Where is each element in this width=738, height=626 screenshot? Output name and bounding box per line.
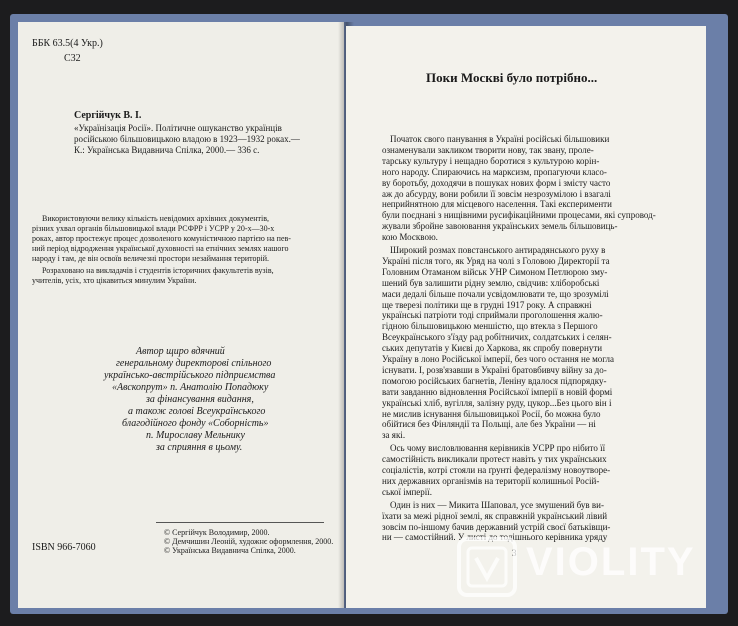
body-line: Ось чому висловлювання керівників УСРР про нібито її [390, 443, 606, 454]
bib-line: К.: Українська Видавнича Спілка, 2000.— 336 с. [74, 145, 260, 155]
violity-logo-icon [456, 536, 518, 598]
body-line: неприйнятною для місцевого населення. Такі експерименти [382, 199, 612, 210]
copyright-line: © Українська Видавнича Спілка, 2000. [164, 546, 296, 555]
copyright-line: © Сергійчук Володимир, 2000. [164, 528, 270, 537]
body-line: Україну в лоно Російської імперії, без чого остання не могла [382, 354, 615, 364]
copyright-separator [156, 522, 324, 523]
body-line: не мислив існування більшовицької Росії, бо можна було [382, 408, 601, 419]
body-line: соціалістів, котрі стояли на ґрунті федералізму новоутворе- [382, 465, 611, 475]
body-line: ської імперії. [382, 486, 433, 497]
annotation-line: Використовуючи велику кількість невідомих архівних документів, [42, 214, 270, 223]
body-line: самостійність викликали протест навіть у тих українських [382, 454, 607, 465]
bib-line: російською більшовицькою владою в 1923—1932 роках.— [74, 134, 300, 144]
body-line: обійтися без Фінляндії та Польщі, але без України — ні [382, 419, 596, 430]
body-line: ських депутатів у Києві до Харкова, як спробу повернути [382, 343, 603, 354]
body-line: жували збройне завоювання українських земель більшовиць- [382, 221, 618, 232]
body-line: Головним Отаманом військ УНР Симоном Петлюрою зму- [382, 266, 608, 277]
body-line: ного народу. Спираючись на марксизм, пропагуючи класо- [382, 166, 607, 177]
annotation-line: ний період відродження української духовності на етнічних землях нашого [32, 244, 289, 253]
body-line: українські патріоти тоді сприймали проголошення жалю- [382, 310, 603, 321]
dedication-line: п. Мирославу Мельнику [146, 430, 245, 441]
right-page [346, 26, 706, 608]
page-number: 3 [512, 548, 517, 558]
body-line: аж до абсурду, вони робили її зовсім незрозумілою і взагалі [382, 188, 611, 199]
body-line: ву боротьбу, доходячи в пошуках нових форм і змісту часто [382, 177, 611, 188]
body-line: Широкий розмах повстанського антирадянського руху в [390, 245, 606, 255]
bib-line: «Українізація Росії». Політичне ошуканство українців [74, 123, 282, 133]
chapter-title: Поки Москві було потрібно... [426, 70, 598, 85]
bbk-code: ББК 63.5(4 Укр.) [32, 38, 103, 49]
dedication-line: благодійного фонду «Соборність» [122, 418, 269, 429]
body-line: були поєднані з нищівними русифікаційними процесами, які супровод- [382, 210, 656, 221]
dedication-line: за сприяння в цьому. [156, 442, 243, 453]
author-name: Сергійчук В. І. [74, 110, 142, 121]
author-code: С32 [64, 53, 81, 64]
body-line: маси дедалі більше почали усвідомлювати те, що зрозумілі [382, 288, 609, 299]
body-line: тарську культуру і нещадно боротися з культурою корін- [382, 155, 600, 166]
body-line: них державних організмів на території колишньої Росій- [382, 475, 600, 486]
body-line: українські хліб, вугілля, залізну руду, цукор...Без цього він і [382, 397, 612, 408]
body-line: ни — самостійний. У листі до тодішнього керівника уряду [382, 532, 608, 543]
body-line: Всеукраїнського з'їзду рад робітничих, солдатських і селян- [382, 332, 612, 343]
annotation-line: учителів, усіх, хто цікавиться минулим України. [32, 276, 197, 285]
violity-watermark [456, 530, 726, 620]
body-line: їхати за межі рідної землі, як справжній український лівий [382, 510, 608, 521]
body-line: шений був залишити рідну землю, свідчив: хліборобські [382, 277, 600, 288]
body-line: за які. [382, 430, 406, 441]
dedication-line: генеральному директорові спільного [116, 358, 272, 369]
body-line: помогою російських багнетів, Леніну вдалося підпорядку- [382, 375, 607, 386]
body-line: зовсім по-іншому бачив державний устрій своєї батьківщи- [382, 521, 611, 532]
copyright-line: © Демчишин Леоній, художнє оформлення, 2000. [164, 537, 334, 546]
dedication-line: Автор щиро вдячний [136, 346, 225, 357]
isbn: ISBN 966-7060 [32, 542, 96, 553]
body-line: ознаменували закликом творити нову, так звану, проле- [382, 144, 594, 155]
body-line: ще тверезі політики ще в грудні 1917 року. А справжні [382, 299, 592, 310]
dedication-line: українсько-австрійського підприємства [104, 370, 276, 381]
body-line: кою Москвою. [382, 232, 438, 243]
annotation-line: різних ухвал органів більшовицької влади РСФРР і УСРР у 20-х—30-х [32, 224, 275, 233]
dedication-line: а також голові Всеукраїнського [128, 406, 266, 417]
dedication-line: за фінансування видання, [146, 394, 254, 405]
watermark-text: VIOLITY [526, 540, 696, 584]
dedication-line: «Авскопрут» п. Анатолію Попадюку [112, 382, 269, 393]
body-line: вати завданню відновлення Російської імперії в новій формі [382, 386, 613, 397]
body-line: Початок свого панування в Україні російські більшовики [390, 134, 610, 144]
body-line: існувати. І, розв'язавши в Україні братовбивчу війну за до- [382, 364, 607, 375]
annotation-line: Розраховано на викладачів і студентів історичних факультетів вузів, [42, 266, 274, 275]
body-line: Україні після того, як Уряд на чолі з Головою Директорії та [382, 255, 610, 266]
body-line: Один із них — Микита Шаповал, усе змушений був ви- [390, 499, 604, 510]
left-page [18, 22, 344, 608]
body-line: гідною більшовицькою меншістю, що втекла з Першого [382, 321, 598, 332]
annotation-line: народу і там, де він освоїв величезні простори незаймання територій. [32, 254, 270, 263]
annotation-line: роках, автор простежує процес дозволеного комуністичною партією на пев- [32, 234, 291, 243]
